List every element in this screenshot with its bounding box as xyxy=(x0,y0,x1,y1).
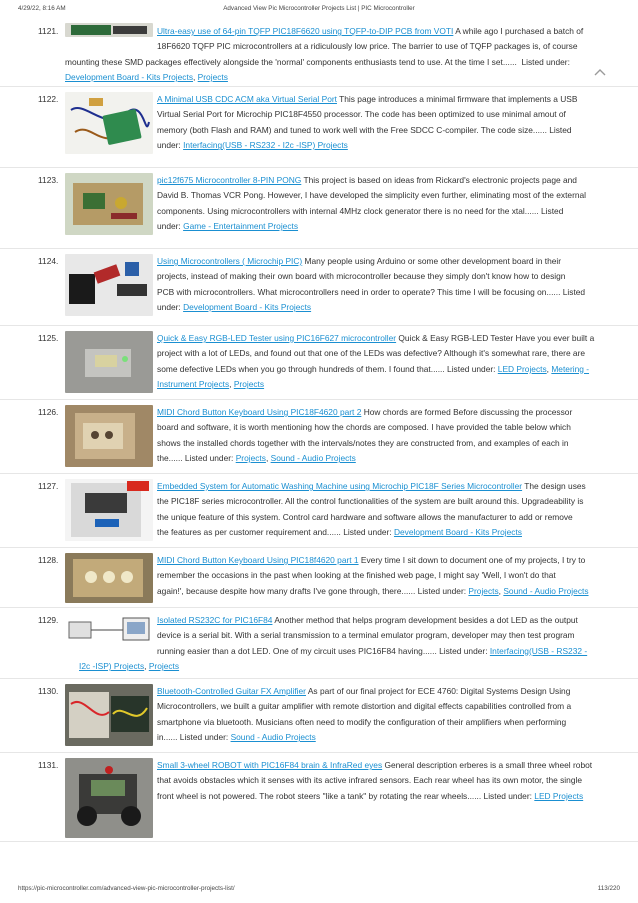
project-link[interactable]: Small 3-wheel ROBOT with PIC16F84 brain & InfraRed eyes xyxy=(157,760,383,770)
project-link[interactable]: MIDI Chord Button Keyboard Using PIC18f4620 part 1 xyxy=(157,555,359,565)
desc-fragment: under: xyxy=(157,221,184,232)
entry-number: 1126. xyxy=(38,407,59,417)
desc-fragment: remember the occasions in the past when looking at the finished web page, I might say 'Well, I won't do that xyxy=(157,570,556,581)
category-link[interactable]: Projects xyxy=(235,453,266,464)
project-thumbnail xyxy=(65,254,153,316)
desc-fragment: Virtual Serial Port for Microchip PIC18F4550 processor. The code has been optimized to use minimal amout of xyxy=(157,109,566,120)
desc-fragment: front wheel is not powered. The robot steers "like a tank" by rotating the rear wheels...... Listed under: xyxy=(157,790,535,801)
category-link-start[interactable]: Interfacing(USB - RS232 - xyxy=(489,645,588,656)
category-link[interactable]: Projects xyxy=(197,72,228,83)
print-date: 4/29/22, 8:16 AM xyxy=(18,5,66,12)
entry-text: Quick & Easy RGB-LED Tester using PIC16F627 microcontroller Quick & Easy RGB-LED Tester Have you ever built a project with a lot of LEDs, and found out that one of the LEDs was defective? Although it's somewhat rare, there are some defective LEDs when you go through hundreds of them. I found that...... Listed under: LED Projects, Metering - Instrument Projects, Projects xyxy=(0,330,638,393)
entry-number: 1131. xyxy=(38,760,59,770)
desc-fragment: in...... Listed under: xyxy=(157,732,231,743)
category-link[interactable]: Development Board - Kits Projects xyxy=(65,72,194,83)
entry-number: 1123. xyxy=(38,175,59,185)
entry-text: Isolated RS232C for PIC16F84 Another method that helps program development besides a dot LED as the output device is a serial bit. With a serial transmission to a terminal emulator program, developer may then test program running easier than a dot LED. One of my circuit uses PIC16F84 having...... Listed under: Interfacing(USB - RS232 - I2c -ISP) Projects, Projects xyxy=(0,612,638,675)
project-thumbnail xyxy=(65,405,153,467)
project-link[interactable]: MIDI Chord Button Keyboard Using PIC18F4620 part 2 xyxy=(157,407,362,417)
category-link[interactable]: Sound - Audio Projects xyxy=(230,732,316,743)
category-link-continued[interactable]: I2c -ISP) Projects xyxy=(79,661,145,672)
desc-fragment: under: xyxy=(157,140,184,151)
project-thumbnail xyxy=(65,758,153,838)
entry-number: 1130. xyxy=(38,686,59,696)
desc-fragment: General description erberes is a small three wheel robot xyxy=(384,760,593,770)
list-item xyxy=(0,23,638,87)
project-thumbnail xyxy=(65,23,153,37)
list-item xyxy=(0,330,638,400)
desc-fragment: some defective LEDs when you go through hundreds of them. I found that...... Listed under: xyxy=(157,363,498,374)
desc-fragment: The design uses xyxy=(524,481,586,491)
list-item xyxy=(0,683,638,753)
category-link[interactable]: Sound - Audio Projects xyxy=(270,453,356,464)
entry-text: MIDI Chord Button Keyboard Using PIC18f4620 part 1 Every time I sit down to document one of my projects, I try to remember the occasions in the past when looking at the finished web page, I might say 'Well, I won't do that again!', because despite how many drafts I've gone through, there...... Listed under: Projects, Sound - Audio Projects xyxy=(0,552,638,599)
entry-text: Ultra-easy use of 64-pin TQFP PIC18F6620 using TQFP-to-DIP PCB from VOTI A while ago I purchased a batch of 18F6620 TQFP PIC microcontrollers at a ridiculously low price. The barrier to use of TQFP packages is, of course mounting these SMD packages effectively alongside the 'normal' components enthusiasts tend to use. At the time I set...... Listed under: Development Board - Kits Projects, Projects xyxy=(0,23,638,86)
category-link[interactable]: LED Projects xyxy=(497,363,547,374)
desc-fragment: the features as per customer requirement and...... Listed under: xyxy=(157,527,394,538)
desc-fragment: mounting these SMD packages effectively alongside the 'normal' components enthusiasts tend to use. At the time I set...... Listed under: xyxy=(65,56,570,67)
page-number: 113/220 xyxy=(597,885,620,892)
project-link[interactable]: Using Microcontrollers ( Microchip PIC) xyxy=(157,256,303,266)
desc-fragment: 18F6620 TQFP PIC microcontrollers at a ridiculously low price. The barrier to use of TQFP packages is, of course xyxy=(157,41,578,52)
category-link[interactable]: Sound - Audio Projects xyxy=(503,585,589,596)
project-link[interactable]: Ultra-easy use of 64-pin TQFP PIC18F6620 using TQFP-to-DIP PCB from VOTI xyxy=(157,26,454,36)
desc-fragment: This project is based on ideas from Rickard's electronic projects page and xyxy=(303,175,577,185)
project-link[interactable]: Isolated RS232C for PIC16F84 xyxy=(157,615,273,625)
project-link[interactable]: Quick & Easy RGB-LED Tester using PIC16F627 microcontroller xyxy=(157,333,397,343)
entry-text: MIDI Chord Button Keyboard Using PIC18F4620 part 2 How chords are formed Before discussing the processor board and software, it is worth mentioning how the chords are composed. I have provided the table below which shows the installed chords together with the intervals/notes they are constructed from, and examples of each in the...... Listed under: Projects, Sound - Audio Projects xyxy=(0,404,638,467)
desc-fragment: running easier than a dot LED. One of my circuit uses PIC16F84 having...... Listed under: xyxy=(157,645,490,656)
desc-fragment: Another method that helps program development besides a dot LED as the output xyxy=(274,615,578,625)
project-link[interactable]: pic12f675 Microcontroller 8-PIN PONG xyxy=(157,175,302,185)
print-title: Advanced View Pic Microcontroller Projects List | PIC Microcontroller xyxy=(223,5,415,12)
desc-fragment: As part of our final project for ECE 4760: Digital Systems Design Using xyxy=(307,686,571,696)
project-thumbnail xyxy=(65,92,153,154)
category-link[interactable]: Interfacing(USB - RS232 - I2c -ISP) Projects xyxy=(183,140,348,151)
print-footer xyxy=(0,885,638,897)
desc-fragment: How chords are formed Before discussing the processor xyxy=(363,407,573,417)
desc-fragment: board and software, it is worth mentioning how the chords are composed. I have provided the table below which xyxy=(157,422,571,433)
list-item xyxy=(0,757,638,842)
entry-number: 1122. xyxy=(38,94,59,104)
desc-fragment: shows the installed chords together with the intervals/notes they are constructed from, and examples of each in xyxy=(157,437,569,448)
desc-fragment: David B. Thomas VCR Pong. However, I have developed the simplicity even further, eliminating most of the external xyxy=(157,190,587,201)
desc-fragment: Microcontrollers, we built a guitar amplifier with remote distortion and digital effects capabilities controlled from a xyxy=(157,701,572,712)
category-link[interactable]: Projects xyxy=(233,379,265,390)
project-list xyxy=(0,23,638,842)
list-item xyxy=(0,172,638,249)
desc-fragment: This page introduces a minimal firmware that implements a USB xyxy=(339,94,578,104)
category-link[interactable]: Game - Entertainment Projects xyxy=(183,221,299,232)
category-link[interactable]: Projects xyxy=(148,661,180,672)
desc-fragment: memory (both Flash and RAM) and tuned to work well with the Free SDCC C-compiler. The code size...... Listed xyxy=(157,124,572,135)
project-link[interactable]: Bluetooth-Controlled Guitar FX Amplifier xyxy=(157,686,306,696)
desc-fragment: under: xyxy=(157,302,184,313)
list-item xyxy=(0,253,638,326)
desc-fragment: PCB with microcontrollers. What microcontrollers need in order to operate? This time I will be focusing on...... Listed xyxy=(157,286,586,297)
project-link[interactable]: A Minimal USB CDC ACM aka Virtual Serial Port xyxy=(157,94,337,104)
category-link[interactable]: Development Board - Kits Projects xyxy=(393,527,522,538)
category-link-continued[interactable]: Instrument Projects xyxy=(157,379,230,390)
project-link[interactable]: Embedded System for Automatic Washing Machine using Microchip PIC18F Series Microcontroller xyxy=(157,481,523,491)
list-item xyxy=(0,91,638,168)
list-item xyxy=(0,404,638,474)
desc-fragment: project with a lot of LEDs, and found out that one of the LEDs was defective? Although it's somewhat rare, there are xyxy=(157,348,586,359)
entry-number: 1125. xyxy=(38,333,59,343)
entry-number: 1129. xyxy=(38,615,59,625)
desc-fragment: smartphone via bluetooth. Musicians often need to modify the configuration of their amplifiers when performing xyxy=(157,716,567,727)
category-link[interactable]: Development Board - Kits Projects xyxy=(183,302,312,313)
list-item xyxy=(0,478,638,548)
desc-fragment: the unique feature of this system. Control card hardware and software allows the manufacturer to add or remove xyxy=(157,511,573,522)
print-url: https://pic-microcontroller.com/advanced-view-pic-microcontroller-projects-list/ xyxy=(18,885,235,892)
project-thumbnail xyxy=(65,553,153,603)
category-link[interactable]: LED Projects xyxy=(534,790,584,801)
category-link[interactable]: Projects xyxy=(468,585,499,596)
desc-fragment: again!', because despite how many drafts I've gone through, there...... Listed under: xyxy=(157,585,469,596)
entry-number: 1128. xyxy=(38,555,59,565)
list-item xyxy=(0,612,638,679)
project-thumbnail xyxy=(65,173,153,235)
desc-fragment: components. Using microcontrollers with internal 4MHz clock generator there is no need for the xtal...... Listed xyxy=(157,205,564,216)
entry-number: 1124. xyxy=(38,256,59,266)
desc-fragment: device is a serial bit. With a serial transmission to a terminal emulator program, developer may then test program xyxy=(157,630,575,641)
project-thumbnail xyxy=(65,479,153,541)
desc-fragment: Quick & Easy RGB-LED Tester Have you ever built a xyxy=(398,333,595,343)
entry-number: 1121. xyxy=(38,26,59,36)
desc-fragment: the...... Listed under: xyxy=(157,453,236,464)
print-header xyxy=(0,5,638,17)
desc-fragment: Many people using Arduino or some other development board in their xyxy=(304,256,562,266)
desc-fragment: A while ago I purchased a batch of xyxy=(455,26,584,36)
desc-fragment: projects, instead of making their own board with microcontroller because they simply don't know how to design xyxy=(157,271,566,282)
desc-fragment: that avoids obstacles which it senses with its active infrared sensors. Each rear wheel has its own motor, the single xyxy=(157,775,583,786)
list-item xyxy=(0,552,638,608)
project-thumbnail xyxy=(65,684,153,746)
category-link[interactable]: Metering - xyxy=(551,363,590,374)
desc-fragment: the PIC18F series microcontroller. All the control functionalities of the system are built around this. Upgradeability is xyxy=(157,496,584,507)
project-thumbnail xyxy=(65,331,153,393)
desc-fragment: Every time I sit down to document one of my projects, I try to xyxy=(360,555,586,565)
project-thumbnail xyxy=(65,616,153,646)
entry-number: 1127. xyxy=(38,481,59,491)
